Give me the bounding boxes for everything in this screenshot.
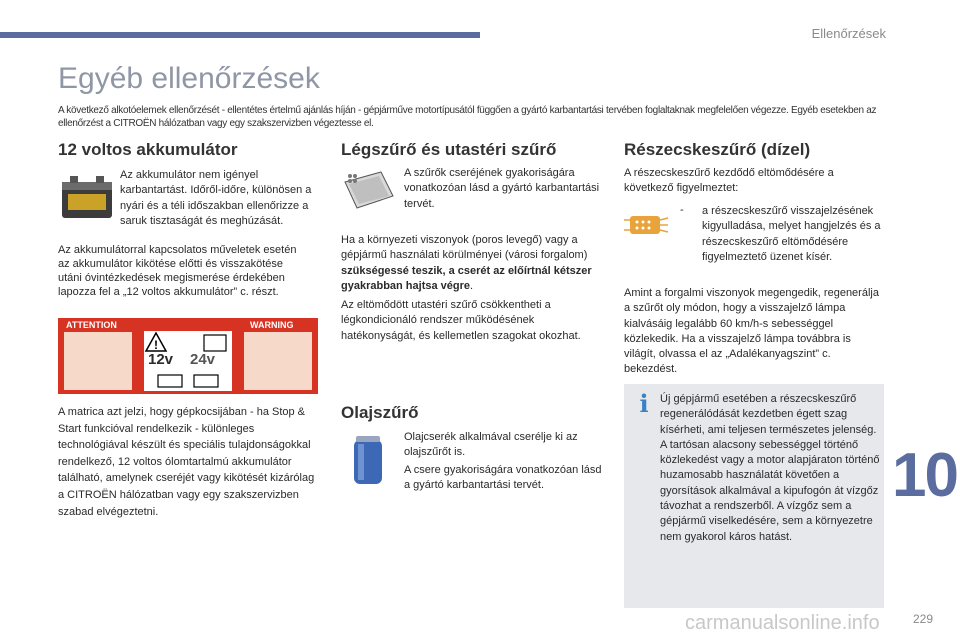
battery-title: 12 voltos akkumulátor (58, 140, 238, 159)
airfilter-text-1: A szűrők cseréjének gyakoriságára vonatkozóan lásd a gyártó karbantartási tervét. (404, 167, 600, 210)
label-right-panel (244, 332, 312, 390)
particle-text-2: Amint a forgalmi viszonyok megengedik, regenerálja a szűrőt oly módon, hogy a visszajelző lámpa kialvásáig legalább 60 km/h-s sebességgel közlekedik. Ha a visszajelző lámpa továbbra is világít, olvassa el az „Adalékanyagszint” c. bekezdést. (624, 287, 879, 376)
airfilter-text-3: Az eltömődött utastéri szűrő csökkentheti a légkondicionáló rendszer működésének hatékonyságát, és kellemetlen szagokat okozhat. (341, 299, 581, 342)
bullet-dash: - (680, 204, 684, 216)
particle-title: Részecskeszűrő (dízel) (624, 140, 811, 159)
oilfilter-text-1: Olajcserék alkalmával cserélje ki az olajszűrőt is. (404, 431, 578, 459)
info-text: Új gépjármű esetében a részecskeszűrő regenerálódását kezdetben égett szag kísérheti, ami teljesen természetes jelenség. A tartósan alacsony sebességgel történő közlekedést vagy a motor alapjáraton történő huzamosabb használatát követően a gyorsítások alkalmával a kipufogón át vízgőz távozhat a rendszerből. A vízgőz sem a gépjármű viselkedésére, sem a környezetre nem gyakorol káros hatást. (660, 393, 880, 543)
oilfilter-title: Olajszűrő (341, 403, 419, 422)
page-number: 229 (913, 612, 934, 626)
label-12v: 12v (148, 351, 174, 368)
intro-text: A következő alkotóelemek ellenőrzését - ellentétes értelmű ajánlás híján - gépjárműve motortípusától függően a gyártó karbantartási tervében foglaltaknak megfelelően végezze. Egyéb esetekben az ellenőrzést a CITROËN hálózatban vagy egy szakszervizben végeztesse el. (58, 105, 877, 129)
label-24v: 24v (190, 351, 216, 368)
particle-bullet: a részecskeszűrő visszajelzésének kigyulladása, melyet hangjelzés és a részecskeszűrő eltömődésére figyelmeztető üzenet kísér. (702, 205, 881, 263)
airfilter-title: Légszűrő és utastéri szűrő (341, 140, 557, 159)
battery-icon (58, 168, 116, 226)
airfilter-text-2: Ha a környezeti viszonyok (poros levegő) vagy a gépjármű használati körülményei (városi forgalom) szükségessé teszik, a cserét az előírtnál kétszer gyakrabban hajtsa végre. (341, 234, 592, 292)
label-left-panel (64, 332, 132, 390)
header-bar (0, 32, 480, 38)
battery-warning-label (58, 318, 318, 394)
oilfilter-text-2: A csere gyakoriságára vonatkozóan lásd a gyártó karbantartási tervét. (404, 464, 602, 492)
label-center-panel (144, 331, 232, 391)
svg-text:!: ! (154, 338, 158, 352)
battery-text-3: A matrica azt jelzi, hogy gépkocsijában - ha Stop & Start funkcióval rendelkezik - különleges technológiával készült és speciális tulajdonságokkal rendelkező, 12 voltos ólomtartalmú akkumulátor található, amelynek cseréjét vagy kikötését kizárólag a CITROËN hálózatban vagy egy szakszervizben szabad elvégeztetni. (58, 406, 315, 518)
info-icon: i (639, 389, 649, 418)
particle-filter-warning-icon (624, 212, 670, 240)
battery-text-1: Az akkumulátor nem igényel karbantartást. Időről-időre, különösen a nyári és a téli időszakban ellenőrizze a saruk tisztaságát és meghúzását. (120, 169, 312, 227)
chapter-number: 10 (892, 441, 957, 510)
watermark: carmanualsonline.info (685, 612, 880, 634)
oil-filter-icon (350, 434, 386, 488)
particle-text-1: A részecskeszűrő kezdődő eltömődésére a következő figyelmeztet: (624, 167, 834, 195)
battery-text-2: Az akkumulátorral kapcsolatos műveletek esetén az akkumulátor kikötése előtti és visszakötése utáni óvintézkedések megismerése érdekében lapozza fel a „12 voltos akkumulátor” c. részt. (58, 244, 297, 298)
label-warning: WARNING (250, 320, 294, 330)
section-title: Ellenőrzések (811, 26, 886, 41)
label-attention: ATTENTION (66, 320, 117, 330)
air-filter-icon (341, 168, 397, 218)
page-title: Egyéb ellenőrzések (58, 62, 320, 95)
